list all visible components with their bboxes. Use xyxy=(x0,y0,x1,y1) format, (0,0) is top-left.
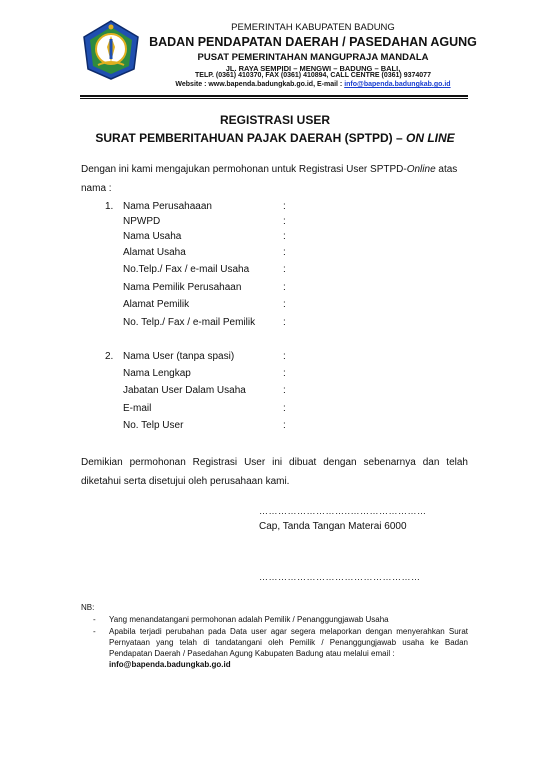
badung-emblem-logo xyxy=(80,19,142,81)
field-label: No. Telp User xyxy=(123,420,184,431)
intro-paragraph xyxy=(81,160,468,198)
field-colon: : xyxy=(283,368,286,379)
field-label: Nama Pemilik Perusahaan xyxy=(123,282,242,293)
field-colon: : xyxy=(283,247,286,258)
field-colon: : xyxy=(283,264,286,275)
letterhead-address: JL. RAYA SEMPIDI – MENGWI – BADUNG – BALI, xyxy=(225,64,401,73)
note-text-block xyxy=(109,626,468,670)
field-label: No.Telp./ Fax / e-mail Usaha xyxy=(123,264,250,275)
signature-line: ………………………..…………………… xyxy=(259,506,427,516)
document-subtitle xyxy=(0,131,550,145)
letterhead-website: Website : www.bapenda.badungkab.go.id, E-mail : xyxy=(175,81,345,88)
field-label: No. Telp./ Fax / e-mail Pemilik xyxy=(123,317,256,328)
field-colon: : xyxy=(283,231,286,242)
letterhead-email-link[interactable]: info@bapenda.badungkab.go.id xyxy=(344,81,451,88)
notes-label: NB: xyxy=(81,603,95,612)
letterhead-rule-thick xyxy=(80,95,468,97)
closing-paragraph: Demikian permohonan Registrasi User ini dibuat dengan sebenarnya dan telah diketahui serta disetujui oleh perusahaan kami. xyxy=(81,457,468,487)
intro-name-line: nama : xyxy=(81,183,112,194)
field-colon: : xyxy=(283,201,286,212)
note-text: Apabila terjadi perubahan pada Data user agar segera melaporkan dengan menyerahkan Surat Pernyataan yang telah di tandatangani oleh Pemilik / Penanggungjawab usaha ke Badan Pendapatan Daerah / Pasedahan Agung Kabupaten Badung atau melalui email : xyxy=(109,627,468,658)
field-label: Alamat Usaha xyxy=(123,247,186,258)
field-label: Nama Lengkap xyxy=(123,368,191,379)
note-dash: - xyxy=(93,627,96,636)
field-colon: : xyxy=(283,282,286,293)
field-colon: : xyxy=(283,420,286,431)
note-email[interactable]: info@bapenda.badungkab.go.id xyxy=(109,660,231,669)
signature-label: Cap, Tanda Tangan Materai 6000 xyxy=(259,521,407,532)
field-colon: : xyxy=(283,403,286,414)
field-label: Jabatan User Dalam Usaha xyxy=(123,385,246,396)
letterhead-phone: TELP. (0361) 410370, FAX (0361) 410894, CALL CENTRE (0361) 9374077 xyxy=(195,72,431,79)
section-number: 2. xyxy=(105,351,114,362)
field-colon: : xyxy=(283,299,286,310)
field-colon: : xyxy=(283,351,286,362)
field-colon: : xyxy=(283,317,286,328)
field-label: Nama Perusahaaan xyxy=(123,201,212,212)
field-colon: : xyxy=(283,216,286,227)
letterhead-government: PEMERINTAH KABUPATEN BADUNG xyxy=(231,22,395,33)
letterhead-rule-thin xyxy=(80,98,468,99)
signature-name-line: …………………………………………… xyxy=(259,572,421,582)
letterhead-web xyxy=(140,81,486,88)
section-number: 1. xyxy=(105,201,114,212)
field-label: Alamat Pemilik xyxy=(123,299,190,310)
field-label: Nama User (tanpa spasi) xyxy=(123,351,235,362)
subtitle-main: SURAT PEMBERITAHUAN PAJAK DAERAH (SPTPD) – xyxy=(95,131,406,145)
intro-text: Dengan ini kami mengajukan permohonan untuk Registrasi User SPTPD- xyxy=(81,164,407,175)
intro-online: Online xyxy=(406,164,436,175)
letterhead-center: PUSAT PEMERINTAHAN MANGUPRAJA MANDALA xyxy=(197,52,429,63)
document-title: REGISTRASI USER xyxy=(219,113,330,127)
field-label: Nama Usaha xyxy=(123,231,182,242)
field-colon: : xyxy=(283,385,286,396)
note-text: Yang menandatangani permohonan adalah Pemilik / Penanggungjawab Usaha xyxy=(109,615,389,624)
note-item xyxy=(93,614,468,625)
field-label: E-mail xyxy=(123,403,152,414)
note-dash: - xyxy=(93,615,96,624)
field-label: NPWPD xyxy=(123,216,161,227)
subtitle-online: ON LINE xyxy=(406,131,455,145)
intro-text-after: atas xyxy=(435,164,458,175)
note-item xyxy=(93,626,468,670)
letterhead-agency: BADAN PENDAPATAN DAERAH / PASEDAHAN AGUNG xyxy=(149,35,477,49)
